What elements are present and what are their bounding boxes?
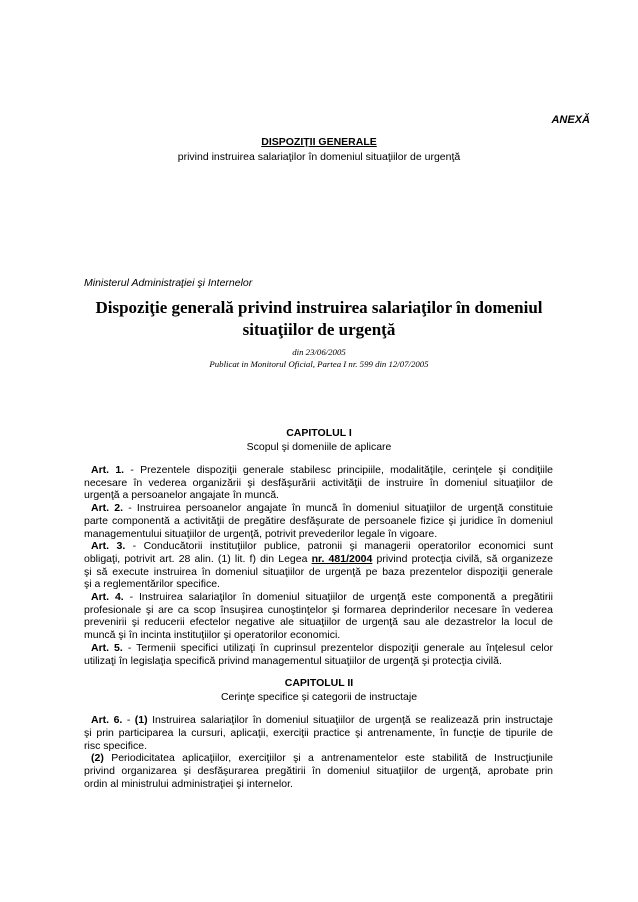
annex-label: ANEXĂ — [551, 114, 590, 126]
act-title-line: situaţiilor de urgenţă — [242, 320, 396, 339]
article-6-line — [84, 714, 553, 727]
article-dash: - — [126, 714, 131, 726]
act-date: din 23/06/2005 — [292, 347, 346, 357]
article-dash: - — [127, 641, 132, 654]
act-title-line: Dispoziţie generală privind instruirea salariaţilor în domeniul — [95, 298, 543, 317]
article-dash: - — [130, 464, 134, 476]
paragraph-number: (1) — [134, 714, 148, 726]
article-3-line — [84, 553, 553, 566]
article-3-line — [84, 540, 553, 553]
chapter-1-heading: CAPITOLUL I — [286, 427, 352, 439]
act-publication: Publicat in Monitorul Oficial, Partea I nr. 599 din 12/07/2005 — [209, 359, 429, 369]
article-4-line: profesionale şi are ca scop însuşirea cunoştinţelor şi formarea deprinderilor necesare în vederea — [84, 603, 553, 616]
article-dash: - — [129, 591, 134, 604]
article-text: obligaţi, potrivit art. 28 alin. (1) lit. f) din Legea — [84, 552, 308, 565]
article-1-line: necesare în vederea organizării şi desfăşurării activităţii de instruire în domeniul situaţiilor de — [84, 476, 553, 489]
article-6-line: ordin al ministrului administraţiei şi internelor. — [84, 777, 293, 790]
issuing-authority: Ministerul Administraţiei şi Internelor — [84, 277, 253, 289]
article-dash: - — [128, 502, 132, 515]
article-2-line — [84, 502, 553, 515]
general-provisions-subtitle: privind instruirea salariaţilor în domeniul situaţiilor de urgenţă — [177, 151, 461, 163]
article-4-line: prevenirii şi reducerii efectelor negative ale situaţiilor de urgenţă sau ale dezastrelor la locul de — [84, 616, 553, 629]
law-481-2004-link[interactable]: nr. 481/2004 — [311, 552, 373, 565]
article-label: Art. 3. — [91, 540, 126, 553]
paragraph-number: (2) — [91, 752, 104, 765]
article-label: Art. 2. — [91, 502, 124, 515]
chapter-1-subtitle: Scopul şi domeniile de aplicare — [246, 441, 392, 453]
article-text: Instruirea salariaţilor în domeniul situaţiilor de urgenţă se realizează prin instructaje — [152, 714, 553, 726]
article-text: Termenii specifici utilizaţi în cuprinsul prezentelor dispoziţii generale au înţelesul celor — [136, 641, 553, 654]
article-6-line: risc specifice. — [84, 739, 148, 752]
article-2-line: parte componentă a activităţii de pregătire desfăşurate de persoanele fizice şi juridice în domeniul — [84, 514, 553, 527]
chapter-2-subtitle: Cerinţe specifice şi categorii de instructaje — [220, 691, 418, 703]
article-label: Art. 4. — [91, 591, 124, 604]
act-title — [0, 297, 638, 341]
article-6-line: şi prin participarea la cursuri, aplicaţii, exerciţii practice şi antrenamente, în funcţie de tipurile de — [84, 726, 553, 739]
article-3-line: şi să execute instruirea în domeniul situaţiilor de urgenţă pe baza prezentelor dispoziţii generale — [84, 565, 553, 578]
article-5-line: utilizaţi în legislaţia specifică privind managementul situaţiilor de urgenţă şi protecţia civilă. — [84, 654, 502, 667]
article-text: privind protecţia civilă, să organizeze — [376, 552, 553, 565]
article-label: Art. 6. — [91, 714, 123, 726]
article-label: Art. 1. — [91, 464, 125, 476]
article-4-line — [84, 591, 553, 604]
chapter-2-heading: CAPITOLUL II — [284, 677, 354, 689]
article-6-line — [84, 752, 553, 765]
article-dash: - — [132, 540, 137, 553]
article-text: Conducătorii instituţiilor publice, patronii şi managerii operatorilor economici sunt — [143, 540, 553, 553]
act-metadata — [0, 346, 638, 370]
article-text: Instruirea salariaţilor în domeniul situaţiilor de urgenţă este componentă a pregătirii — [138, 591, 554, 604]
chapter-1-body — [84, 464, 553, 667]
chapter-2-body — [84, 714, 553, 791]
general-provisions-title: DISPOZIŢII GENERALE — [261, 136, 377, 148]
article-text: Instruirea persoanelor angajate în muncă în domeniul situaţiilor de urgenţă constituie — [136, 502, 553, 515]
article-text: Prezentele dispoziţii generale stabilesc principiile, modalităţile, cerinţele şi condiţiile — [140, 464, 553, 476]
article-1-line — [84, 464, 553, 477]
article-label: Art. 5. — [91, 641, 123, 654]
article-5-line — [84, 642, 553, 655]
article-6-line: privind organizarea şi desfăşurarea pregătirii în domeniul situaţiilor de urgenţă, aprobate prin — [84, 765, 553, 778]
article-4-line: muncă şi în incinta instituţiilor şi operatorilor economici. — [84, 629, 341, 642]
article-text: Periodicitatea aplicaţiilor, exerciţiilor şi a antrenamentelor este stabilită de Instrucţiunile — [111, 752, 554, 765]
article-3-line: şi a reglementărilor specifice. — [84, 578, 220, 591]
article-1-line: urgenţă a persoanelor angajate în muncă. — [84, 489, 279, 502]
article-2-line: managementului situaţiilor de urgenţă, potrivit prevederilor legale în vigoare. — [84, 527, 438, 540]
